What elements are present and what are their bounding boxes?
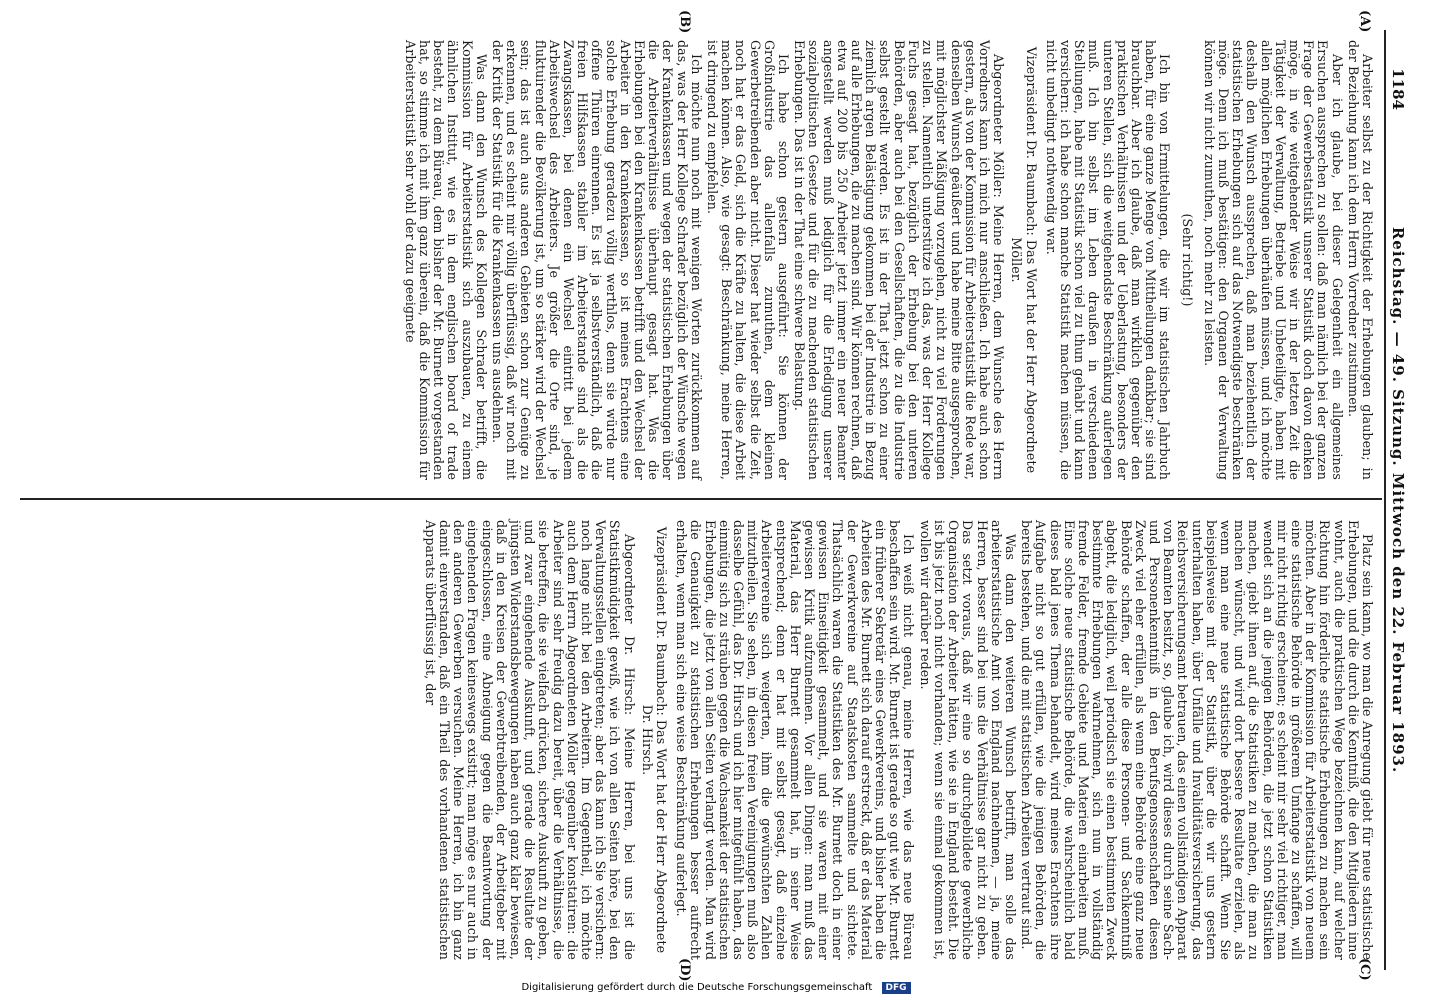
paragraph: Was dann den weiteren Wunsch betrifft, man solle das arbeiterstatistische Amt von England nachnehmen, — ja, meine Herren, besser sind bei uns die Verhältnisse gar nicht zu geben. Das setzt voraus, daß wir eine so durchgebildete gewerbliche Organisation der Arbeiter hätten, wie sie in England besteht. Die ist bis jetzt noch nicht vorhanden; wenn sie einmal gekommen ist, wollen wir darüber reden. [917, 520, 1018, 960]
dfg-logo: DFG [882, 982, 911, 994]
margin-marker-d: (D) [677, 958, 692, 982]
running-title: Reichstag. — 49. Sitzung. Mittwoch den 22. Februar 1893. [1389, 226, 1407, 774]
paragraph: Ich weiß nicht genau, meine Herren, wie das neue Büreau beschaffen sein wird. Mr. Burnett ist gerade so gut wie Mr. Burnett ein früherer Sekretär eines Gewerkvereins, und bisher haben die Arbeiten des Mr. Burnett sich darauf erstreckt, daß er das Material der Gewerkvereine auf Staatskosten sammelte und sichtete. Thatsächlich waren die Statistiken des Mr. Burnett doch in einer gewissen Einseitigkeit gesammelt, und sie waren mit einer gewissen Kritik aufzunehmen. Vor allen Dingen: man muß das Material, das Herr Burnett gesammelt hat, in seiner Weise entsprechend; denn er hat mit selbst gesagt, daß einzelne Arbeitervereine sich weigerten, ihm die gewünschten Zahlen mitzutheilen. Sie sehen, in diesen freien Vereinigungen muß also dasselbe Gefühl, das Dr. Hirsch und ich hier mitgefühlt haben, das einmütig sich zu sträuben gegen die Wachsamkeit der statistischen Erhebungen, die jetzt von allen Seiten verlangt werden. Man wird die Genauigkeit zu statistischen Erhebungen besser aufrecht erhalten, wenn man sich eine weise Beschränkung auferlegt. [674, 520, 917, 960]
margin-marker-b: (B) [677, 10, 692, 34]
paragraph: Ich möchte nun noch mit wenigen Worten zurückkommen auf das, was der Herr Kollege Schrader bezüglich der Wünsche wegen der Krankenkassen und wegen der statistischen Erhebungen über die Arbeiterverhältnisse überhaupt gesagt hat. Was die Erhebungen bei den Krankenkassen betrifft und den Wechsel der Arbeiter in den Krankenkassen, so ist meines Erachtens eine solche Erhebung geradezu völlig werthlos, denn sie würde nur offene Thüren einrennen. Es ist ja selbstverständlich, daß die freien Hilfskassen stabiler im Arbeiterstande sind als die Zwangskassen, bei denen ein Wechsel eintritt bei jedem Arbeitswechsel des Arbeiters. Je größer die Orte sind, je fluktuirender die Bevölkerung ist, um so stärker wird der Wechsel sein; das ist auch aus anderen Gebieten schon zur Genüge zu erkennen, und es scheint mir völlig überflüssig, daß wir noch mit der Kritik der Statistik für die Krankenkassen uns ausdehnen. [490, 40, 704, 480]
paragraph: Ich habe schon gestern ausgeführt: Sie können der Großindustrie das allenfalls zumuthen, dem kleinen Gewerbetreibenden aber nicht. Dieser hat wieder selbst die Zeit, noch hat er das Geld, sich die Kräfte zu halten, die diese Arbeit machen können. Also, wie gesagt: Beschränkung, meine Herren, ist dringend zu empfehlen. [705, 40, 792, 480]
right-column [421, 520, 1374, 960]
column-divider [20, 498, 1382, 500]
footer-text: Digitalisierung gefördert durch die Deutsche Forschungsgemeinschaft [521, 982, 873, 993]
digitization-footer [0, 982, 1432, 996]
margin-marker-c: (C) [1357, 958, 1372, 981]
page-header [1384, 30, 1410, 970]
left-column [401, 40, 1374, 480]
paragraph: Abgeordneter Möller: Meine Herren, dem Wunsche des Herrn Vorredners kann ich mich nur anschließen. Ich habe auch schon gestern, als von der Kommission für Arbeiterstatistik die Rede war, denselben Wunsch geäußert und habe meine Bitte ausgesprochen, mit möglichster Mäßigung vorzugehen, nicht zu viel Forderungen zu stellen. Namentlich unterstütze ich das, was der Herr Kollege Fuchs gesagt hat, bezüglich der Erhebung bei den unteren Behörden, aber auch bei den Gesellschaften, die zu die Industrie selbst gestellt werden. Es ist in der That jetzt schon zu einer ziemlich argen Belästigung gekommen bei der Industrie in Bezug auf alle Erhebungen, die zu machen sind. Wir können rechnen, daß etwa auf 200 bis 250 Arbeiter jetzt immer ein neuer Beamter angestellt werden muß lediglich für die Erledigung unserer sozialpolitischen Gesetze und für die zu machenden statistischen Erhebungen. Das ist in der That eine schwere Belastung. [792, 40, 1007, 480]
interjection: (Sehr richtig!) [1179, 213, 1195, 307]
paragraph: Abgeordneter Dr. Hirsch: Meine Herren, bei uns ist die Statistikmüdigkeit gewiß, wie ich von allen Seiten höre, bei den Verwaltungsstellen eingetreten; aber das kann ich Sie versichern: noch lange nicht bei den Arbeitern. Im Gegentheil, ich möchte auch dem Herrn Abgeordneten Möller gegenüber konstatiren: die Arbeiter sind sehr freudig dazu bereit, über die Verhältnisse, die sie betreffen, die sie vielfach drücken, sichere Auskunft zu geben, und zwar eingehende Auskunft, und gerade die Resultate der jüngsten Widerstandsbewegungen haben auch ganz klar bewiesen, daß in den Kreisen der Gewerbtreibenden, der Arbeitgeber mit eingeschlossen, eine Abneigung gegen die Beantwortung der eingehenden Fragen keineswegs existirt; man möge es nur auch in den anderen Gewerben versuchen. Meine Herren, ich bin ganz damit einverstanden, daß ein Theil des vorhandenen statistischen Apparats überflüssig ist, der [422, 520, 637, 960]
paragraph: Ich bin von Ermittelungen, die wir im statistischen Jahrbuch haben, für eine ganze Menge von Mittheilungen dankbar; sie sind brauchbar. Aber ich glaube, daß man wirklich gegenüber den praktischen Verhältnissen und der Ueberlastung, besonders der unteren Stellen, sich die weitgehendste Beschränkung auferlegen muß. Ich bin selbst im Leben draußen in verschiedenen Stellungen, habe mit Statistik schon viel zu thun gehabt und kann versichern: ich habe schon manche Statistik machen müssen, die nicht unbedingt nothwendig war. [1043, 40, 1173, 480]
paragraph: Platz sein kann, wo man die Anregung giebt für neue statistische Erhebungen, und die durch die Kenntniß, die den Mitgliedern inne wohnt, auch die praktischen Wege bezeichnen kann, auf welcher Richtung hin förderliche statistische Erhebungen zu machen sein möchten. Aber in der Kommission für Arbeiterstatistik von neuem eine statistische Behörde in größerem Umfange zu schaffen, will mir nicht richtig erscheinen; es scheint mir sehr viel richtiger, man wendet sich an die jenigen Behörden, die jetzt schon Statistiken machen, giebt ihnen auf, die Statistiken zu machen, die man zu machen wünscht, und wird dort bessere Resultate erzielen, als wenn man eine neue statistische Behörde schafft. Wenn Sie beispielsweise mit der Statistik, über die wir uns gestern unterhalten haben, über Unfälle und Invaliditätsversicherung, das Reichsversicherungsamt betrauen, das einen vollständigen Apparat von Beamten besitzt, so, glaube ich, wird dieses durch seine Sach- und Personenkenntniß in den Berufsgenossenschaften diesen Zweck viel eher erfüllen, als wenn eine Behörde eine ganz neue Behörde schaffen, der alle diese Personen- und Sachkenntniß abgeht, die lediglich, weil periodisch sie einen bestimmten Zweck bestimmte Erhebungen wahrnehmen, sich nun in vollständig fremde Felder, fremde Gebiete und Materien einarbeiten muß. Eine solche neue statistische Behörde, die wahrscheinlich bald dieses bald jenes Thema behandelt, wird meines Erachtens ihre Aufgabe nicht so gut erfüllen, wie die jenigen Behörden, die bereits bestehen, und die mit statistischen Arbeiten vertraut sind. [1019, 520, 1375, 960]
speaker-line: Vizepräsident Dr. Baumbach: Das Wort hat der Herr Abgeordnete Möller. [1009, 46, 1039, 474]
paragraph: Was dann den Wunsch des Kollegen Schrader betrifft, die Kommission für Arbeiterstatistik sich auszubauen, zu einem ähnlichen Institut, wie es in dem englischen board of trade besteht, zu dem Büreau, dem bisher der Mr. Burnett vorgestanden hat, so stimme ich mit ihm ganz überein, daß die Kommission für Arbeiterstatistik sehr wohl der dazu geeignete [402, 40, 489, 480]
paragraph: Aber ich glaube, bei dieser Gelegenheit ein allgemeines Ersuchen aussprechen zu sollen: daß man nämlich bei der ganzen Frage der Gewerbestatistik unserer Statistik doch davon denken möge, in wie weitgehender Weise wir in der letzten Zeit die Tätigkeit der Verwaltung, Betriebe und Unbeteiligte, haben mit allen möglichen Erhebungen überhäufen müssen, und ich möchte deshalb den Wunsch aussprechen, daß man beziehentlich der statistischen Erhebungen sich auf das Notwendigste beschränken möge. Denn ich muß bestätigen: den Organen der Verwaltung können wir nicht zumuthen, noch mehr zu leisten. [1201, 40, 1345, 480]
margin-marker-a: (A) [1357, 10, 1372, 33]
speaker-line: Vizepräsident Dr. Baumbach: Das Wort hat der Herr Abgeordnete Dr. Hirsch. [639, 526, 670, 954]
paragraph: Arbeiter selbst zu der Richtigkeit der Erhebungen glauben; in der Beziehung kann ich dem Herrn Vorredner zustimmen. [1345, 40, 1375, 480]
page-number: 1184 [1389, 68, 1407, 110]
